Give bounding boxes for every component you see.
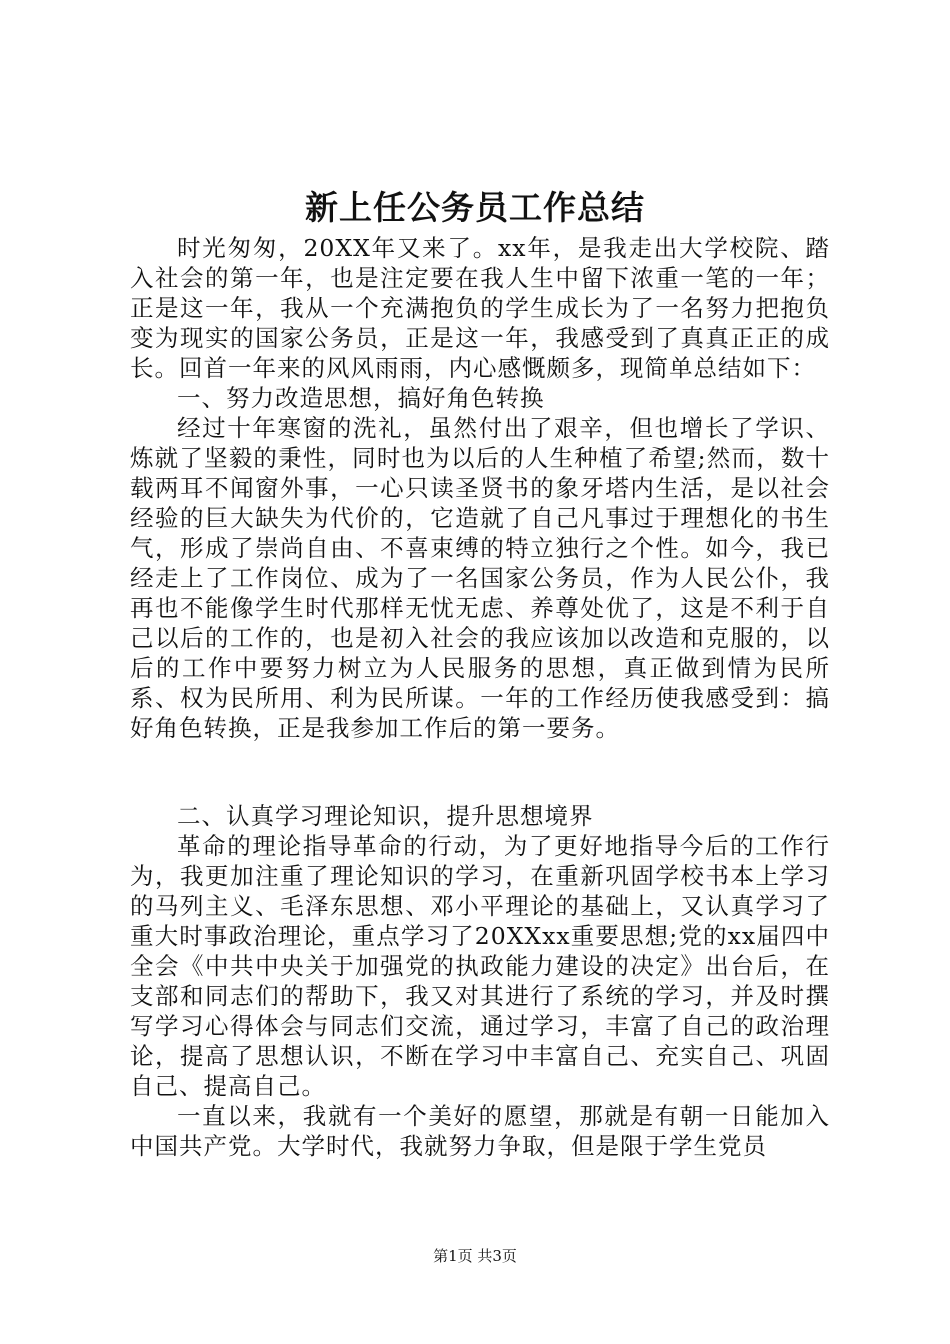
paragraph-intro: 时光匆匆，20XX年又来了。xx年，是我走出大学校院、踏入社会的第一年，也是注定要在我人生中留下浓重一笔的一年；正是这一年，我从一个充满抱负的学生成长为了一名努力把抱负变为现实的国家公务员，正是这一年，我感受到了真真正正的成长。回首一年来的风风雨雨，内心感慨颇多，现简单总结如下： bbox=[130, 234, 830, 382]
section-heading-2: 二、认真学习理论知识，提升思想境界 bbox=[177, 802, 594, 830]
page-footer: 第1页 共3页 bbox=[433, 1247, 517, 1265]
document-body bbox=[130, 233, 830, 1161]
paragraph-spacer bbox=[130, 743, 830, 801]
paragraph-section-2-cont: 一直以来，我就有一个美好的愿望，那就是有朝一日能加入中国共产党。大学时代，我就努力争取，但是限于学生党员 bbox=[130, 1102, 830, 1160]
paragraph-section-2: 革命的理论指导革命的行动，为了更好地指导今后的工作行为，我更加注重了理论知识的学习，在重新巩固学校书本上学习的马列主义、毛泽东思想、邓小平理论的基础上，又认真学习了重大时事政治理论，重点学习了20XXxx重要思想;党的xx届四中全会《中共中央关于加强党的执政能力建设的决定》出台后，在支部和同志们的帮助下，我又对其进行了系统的学习，并及时撰写学习心得体会与同志们交流，通过学习，丰富了自己的政治理论，提高了思想认识，不断在学习中丰富自己、充实自己、巩固自己、提高自己。 bbox=[130, 832, 830, 1100]
section-heading-1: 一、努力改造思想，搞好角色转换 bbox=[177, 384, 545, 412]
paragraph-section-1: 经过十年寒窗的洗礼，虽然付出了艰辛，但也增长了学识、炼就了坚毅的秉性，同时也为以后的人生种植了希望;然而，数十载两耳不闻窗外事，一心只读圣贤书的象牙塔内生活，是以社会经验的巨大缺失为代价的，它造就了自己凡事过于理想化的书生气，形成了崇尚自由、不喜束缚的特立独行之个性。如今，我已经走上了工作岗位、成为了一名国家公务员，作为人民公仆，我再也不能像学生时代那样无忧无虑、养尊处优了，这是不利于自己以后的工作的，也是初入社会的我应该加以改造和克服的，以后的工作中要努力树立为人民服务的思想，真正做到情为民所系、权为民所用、利为民所谋。一年的工作经历使我感受到：搞好角色转换，正是我参加工作后的第一要务。 bbox=[130, 414, 830, 742]
document-title: 新上任公务员工作总结 bbox=[305, 188, 645, 227]
